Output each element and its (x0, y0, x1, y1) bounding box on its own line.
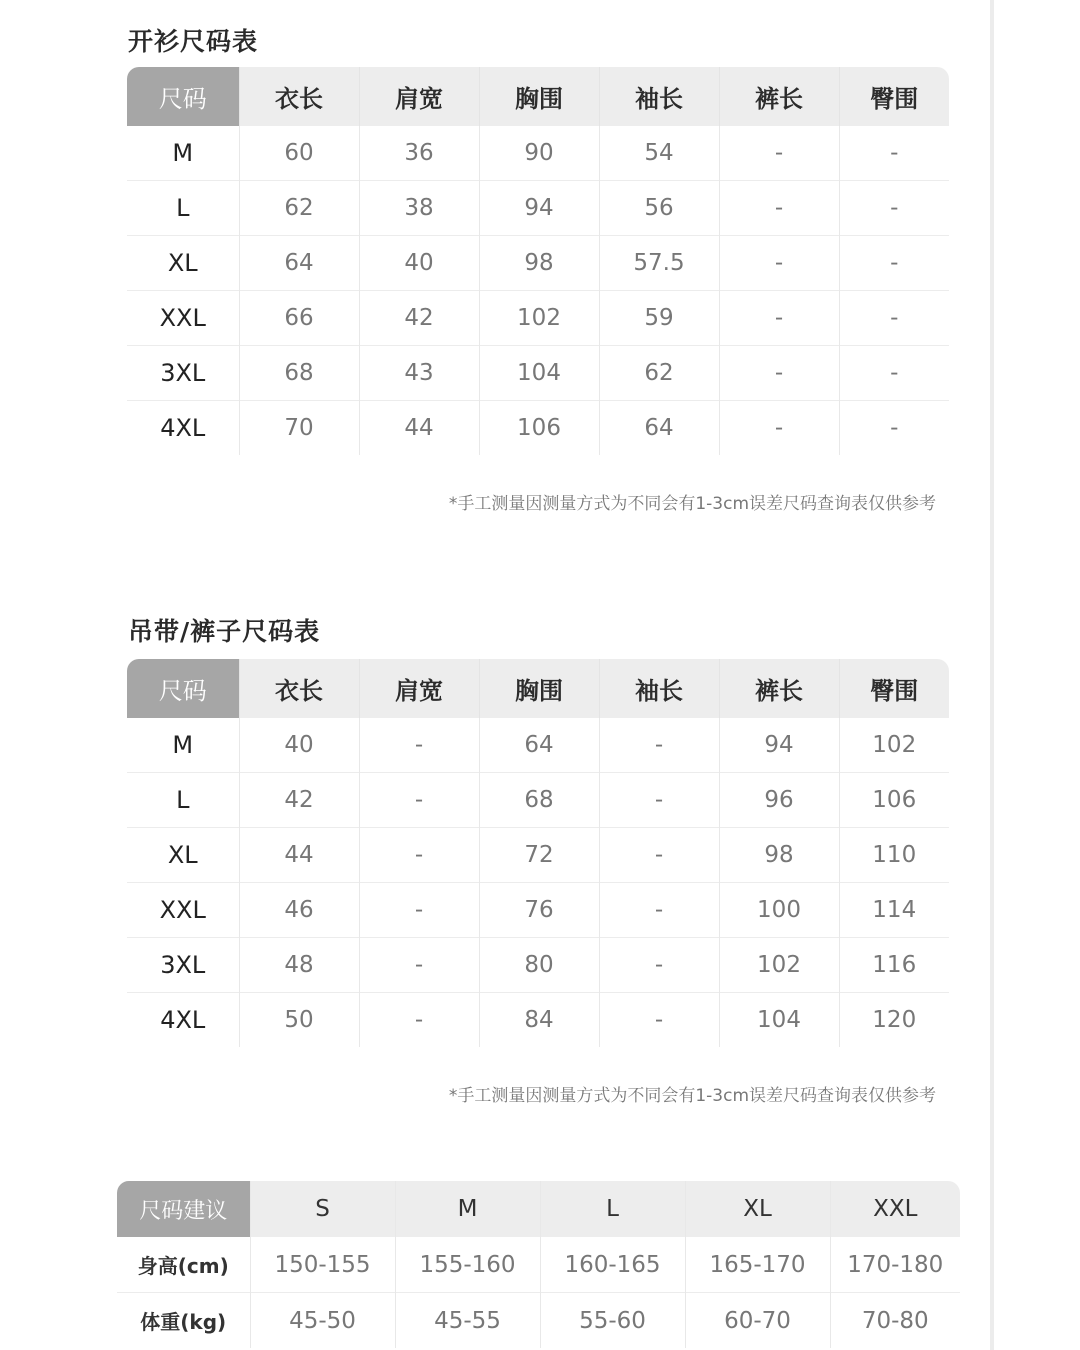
table-cell: 48 (239, 938, 359, 993)
table-cell: - (719, 236, 839, 291)
size-label: L (127, 181, 239, 236)
size-label: XXL (127, 291, 239, 346)
header-size: 尺码 (127, 659, 239, 718)
table-cell: 98 (719, 828, 839, 883)
table-cell: 60-70 (685, 1293, 830, 1349)
table-cell: 43 (359, 346, 479, 401)
table-cell: 56 (599, 181, 719, 236)
height-label: 身高(cm) (137, 1254, 229, 1278)
header-pants-length: 裤长 (719, 67, 839, 126)
size-label: 4XL (127, 401, 239, 456)
table-cell: - (599, 883, 719, 938)
header-sleeve: 袖长 (599, 659, 719, 718)
table-cell: 64 (599, 401, 719, 456)
table-cell: 165-170 (685, 1237, 830, 1293)
table-cell: - (719, 126, 839, 181)
table-cell: 64 (479, 718, 599, 773)
table-cell: 160-165 (540, 1237, 685, 1293)
table-cell: 102 (839, 718, 949, 773)
table-cell: - (839, 346, 949, 401)
table-row (127, 346, 949, 401)
table-cell: - (359, 773, 479, 828)
table-cell: 84 (479, 993, 599, 1048)
table-row-weight (117, 1293, 960, 1349)
table-cell: 55-60 (540, 1293, 685, 1349)
table-cell: 44 (359, 401, 479, 456)
header-size-xxl: XXL (830, 1181, 960, 1237)
table-row (127, 401, 949, 456)
camisole-pants-size-chart-title: 吊带/裤子尺码表 (128, 617, 321, 646)
header-hip: 臀围 (839, 67, 949, 126)
header-length: 衣长 (239, 659, 359, 718)
table-cell: 70 (239, 401, 359, 456)
table-row (127, 291, 949, 346)
table-cell: - (599, 828, 719, 883)
table-row (127, 181, 949, 236)
camisole-pants-size-table (127, 659, 949, 1047)
header-bust: 胸围 (479, 67, 599, 126)
table-row (127, 938, 949, 993)
header-sleeve: 袖长 (599, 67, 719, 126)
table-cell: 70-80 (830, 1293, 960, 1349)
table-cell: 102 (719, 938, 839, 993)
table-cell: 94 (719, 718, 839, 773)
table-cell: 96 (719, 773, 839, 828)
table-cell: 62 (599, 346, 719, 401)
size-label: L (127, 773, 239, 828)
header-size-m: M (395, 1181, 540, 1237)
table-cell: 104 (719, 993, 839, 1048)
table-row (127, 236, 949, 291)
table-cell: 50 (239, 993, 359, 1048)
header-bust: 胸围 (479, 659, 599, 718)
table-row (127, 883, 949, 938)
size-label: XL (127, 828, 239, 883)
table-cell: 106 (839, 773, 949, 828)
size-label: 4XL (127, 993, 239, 1048)
table-cell: 45-55 (395, 1293, 540, 1349)
table-cell: 36 (359, 126, 479, 181)
header-size-xl: XL (685, 1181, 830, 1237)
table-cell: 72 (479, 828, 599, 883)
cardigan-size-table (127, 67, 949, 455)
table-header-row (127, 659, 949, 718)
table-cell: - (839, 181, 949, 236)
size-label: M (172, 139, 194, 167)
header-size-s: S (250, 1181, 395, 1237)
table-cell: 57.5 (599, 236, 719, 291)
table-cell: 94 (479, 181, 599, 236)
table-cell: 80 (479, 938, 599, 993)
table-cell: 44 (239, 828, 359, 883)
table-row (127, 993, 949, 1048)
table-cell: 68 (479, 773, 599, 828)
table-cell: 42 (239, 773, 359, 828)
table-cell: 120 (839, 993, 949, 1048)
table-cell: - (359, 828, 479, 883)
table-header-row (127, 67, 949, 126)
weight-label: 体重(kg) (117, 1293, 250, 1349)
measurement-note: *手工测量因测量方式为不同会有1-3cm误差尺码查询表仅供参考 (448, 494, 936, 514)
table-cell: - (839, 401, 949, 456)
table-cell: 114 (839, 883, 949, 938)
table-cell: 40 (239, 718, 359, 773)
table-cell: - (359, 883, 479, 938)
table-cell: 40 (359, 236, 479, 291)
table-row (127, 126, 949, 181)
table-cell: 54 (599, 126, 719, 181)
table-row (127, 773, 949, 828)
table-row-height (117, 1237, 960, 1293)
table-cell: 66 (239, 291, 359, 346)
header-shoulder: 肩宽 (359, 67, 479, 126)
size-recommendation-table (117, 1181, 960, 1348)
table-cell: 38 (359, 181, 479, 236)
table-cell: - (839, 291, 949, 346)
table-cell: 64 (239, 236, 359, 291)
table-cell: - (599, 773, 719, 828)
measurement-note: *手工测量因测量方式为不同会有1-3cm误差尺码查询表仅供参考 (448, 1086, 936, 1106)
size-label: 3XL (127, 346, 239, 401)
table-cell: 170-180 (830, 1237, 960, 1293)
table-cell: 104 (479, 346, 599, 401)
table-cell: 46 (239, 883, 359, 938)
table-cell: 42 (359, 291, 479, 346)
table-cell: 59 (599, 291, 719, 346)
table-cell: - (599, 938, 719, 993)
table-cell: 62 (239, 181, 359, 236)
table-cell: 155-160 (395, 1237, 540, 1293)
page-right-edge-divider (990, 0, 994, 1350)
table-cell: 68 (239, 346, 359, 401)
table-cell: - (359, 938, 479, 993)
table-cell: - (839, 126, 949, 181)
table-cell: 45-50 (250, 1293, 395, 1349)
size-label: XL (127, 236, 239, 291)
table-cell: 100 (719, 883, 839, 938)
table-cell: 106 (479, 401, 599, 456)
table-cell: - (719, 291, 839, 346)
size-label: XXL (127, 883, 239, 938)
table-cell: 150-155 (250, 1237, 395, 1293)
header-size-suggestion: 尺码建议 (117, 1181, 250, 1237)
header-size-l: L (540, 1181, 685, 1237)
table-cell: 98 (479, 236, 599, 291)
table-cell: 116 (839, 938, 949, 993)
table-cell: - (719, 401, 839, 456)
size-label: M (172, 731, 194, 759)
table-cell: - (599, 993, 719, 1048)
header-length: 衣长 (239, 67, 359, 126)
table-cell: 60 (239, 126, 359, 181)
table-cell: - (719, 346, 839, 401)
header-pants-length: 裤长 (719, 659, 839, 718)
table-cell: 76 (479, 883, 599, 938)
table-cell: - (359, 993, 479, 1048)
size-label: 3XL (127, 938, 239, 993)
header-hip: 臀围 (839, 659, 949, 718)
table-cell: - (719, 181, 839, 236)
table-header-row (117, 1181, 960, 1237)
table-cell: 102 (479, 291, 599, 346)
cardigan-size-chart-title: 开衫尺码表 (128, 27, 259, 56)
table-row (127, 828, 949, 883)
table-cell: 110 (839, 828, 949, 883)
header-size: 尺码 (127, 67, 239, 126)
table-row (127, 718, 949, 773)
table-cell: - (839, 236, 949, 291)
table-cell: - (359, 718, 479, 773)
table-cell: - (599, 718, 719, 773)
header-shoulder: 肩宽 (359, 659, 479, 718)
table-cell: 90 (479, 126, 599, 181)
